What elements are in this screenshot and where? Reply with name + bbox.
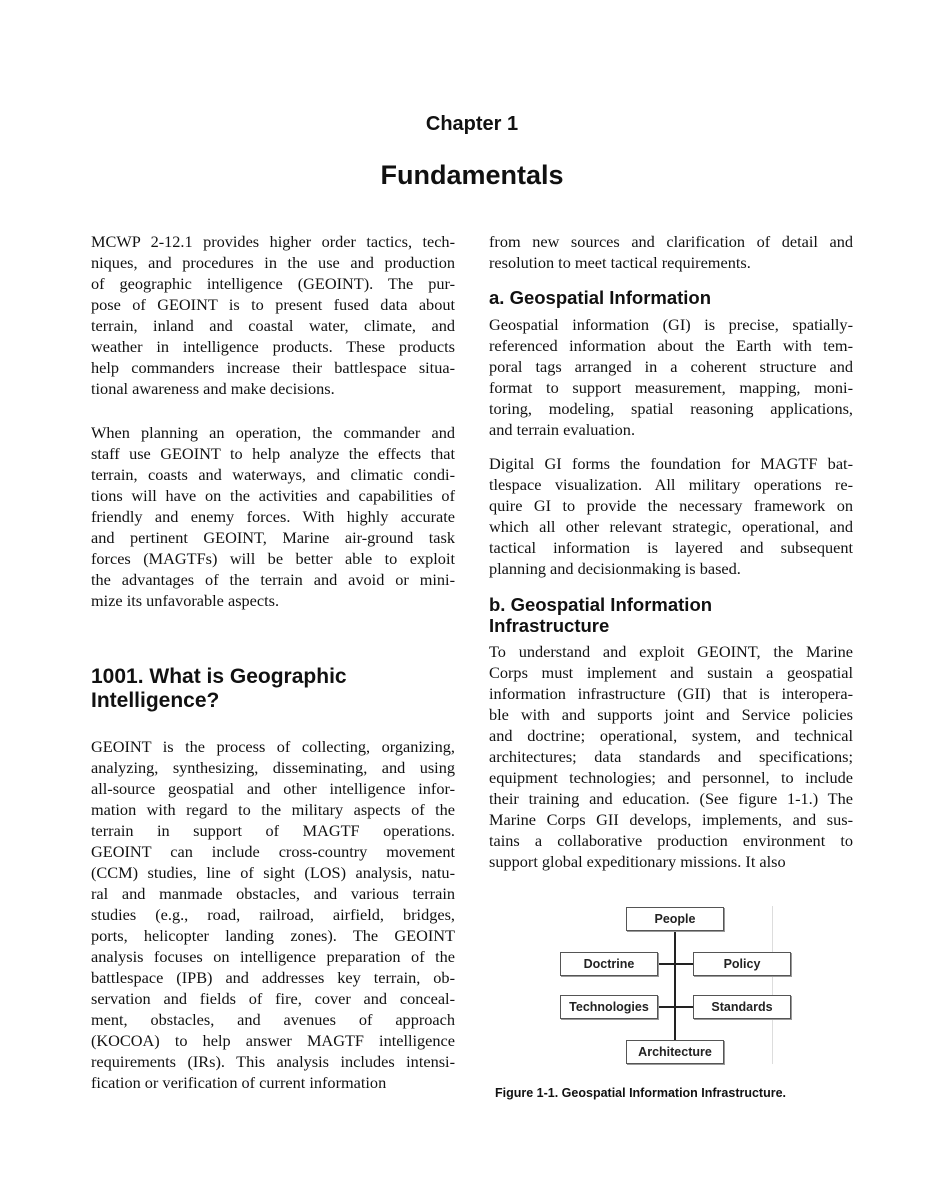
text-line: studies (e.g., road, railroad, airfield, bridges,: [91, 905, 455, 924]
text-line: tional awareness and make decisions.: [91, 379, 335, 398]
section-heading-1001: [91, 665, 347, 713]
paragraph: [489, 231, 853, 273]
text-line: mize its unfavorable aspects.: [91, 591, 280, 610]
text-line: When planning an operation, the commander and: [91, 423, 455, 442]
text-line: of geographic intelligence (GEOINT). The pur-: [91, 274, 455, 293]
text-line: equipment technologies; and personnel, to include: [489, 768, 853, 787]
text-line: poral tags arranged in a coherent structure and: [489, 357, 853, 376]
text-line: from new sources and clarification of detail and: [489, 232, 853, 251]
paragraph: [489, 641, 853, 872]
text-line: ral and manmade obstacles, and various terrain: [91, 884, 455, 903]
connector-line: [654, 1006, 694, 1008]
text-line: tains a collaborative production environment to: [489, 831, 853, 850]
box-architecture: Architecture: [626, 1040, 724, 1064]
text-line: Geospatial information (GI) is precise, spatially-: [489, 315, 853, 334]
text-line: forces (MAGTFs) will be better able to exploit: [91, 549, 455, 568]
text-line: which all other relevant strategic, operational, and: [489, 517, 853, 536]
paragraph: [489, 314, 853, 440]
connector-line: [674, 930, 676, 1042]
paragraph: [91, 422, 455, 611]
page-title: Fundamentals: [380, 160, 564, 190]
text-line: Marine Corps GII develops, implements, and sus-: [489, 810, 853, 829]
paragraph: [91, 736, 455, 1093]
text-line: tions will have on the activities and capabilities of: [91, 486, 455, 505]
box-doctrine: Doctrine: [560, 952, 658, 976]
text-line: fication or verification of current information: [91, 1073, 387, 1092]
text-line: tlespace visualization. All military operations re-: [489, 475, 853, 494]
text-line: terrain, inland and coastal water, climate, and: [91, 316, 455, 335]
text-line: (KOCOA) to help answer MAGTF intelligence: [91, 1031, 455, 1050]
paragraph: [489, 453, 853, 579]
chapter-label: Chapter 1: [425, 113, 519, 135]
text-line: (CCM) studies, line of sight (LOS) analysis, natu-: [91, 863, 455, 882]
heading-line: Infrastructure: [489, 615, 610, 636]
text-line: analyzing, synthesizing, disseminating, and using: [91, 758, 455, 777]
text-line: format to support measurement, mapping, moni-: [489, 378, 853, 397]
text-line: ment, obstacles, and avenues of approach: [91, 1010, 455, 1029]
box-people: People: [626, 907, 724, 931]
text-line: architectures; data standards and specifications;: [489, 747, 853, 766]
text-line: terrain, coasts and waterways, and climatic condi-: [91, 465, 455, 484]
heading-line: Intelligence?: [91, 689, 220, 712]
section-heading-b: [489, 594, 712, 636]
text-line: friendly and enemy forces. With highly accurate: [91, 507, 455, 526]
section-heading-a: a. Geospatial Information: [489, 287, 712, 308]
text-line: support global expeditionary missions. It also: [489, 852, 786, 871]
text-line: and pertinent GEOINT, Marine air-ground task: [91, 528, 455, 547]
text-line: MCWP 2-12.1 provides higher order tactics, tech-: [91, 232, 455, 251]
text-line: GEOINT is the process of collecting, organizing,: [91, 737, 455, 756]
text-line: the advantages of the terrain and avoid or mini-: [91, 570, 455, 589]
text-line: battlespace (IPB) and addresses key terrain, ob-: [91, 968, 455, 987]
text-line: niques, and procedures in the use and production: [91, 253, 455, 272]
heading-line: b. Geospatial Information: [489, 594, 713, 615]
box-policy: Policy: [693, 952, 791, 976]
text-line: ports, helicopter landing zones). The GEOINT: [91, 926, 455, 945]
text-line: weather in intelligence products. These products: [91, 337, 455, 356]
text-line: analysis focuses on intelligence preparation of the: [91, 947, 455, 966]
text-line: quire GI to provide the necessary framework on: [489, 496, 853, 515]
heading-line: 1001. What is Geographic: [91, 665, 347, 688]
text-line: tactical information is layered and subsequent: [489, 538, 853, 557]
text-line: and terrain evaluation.: [489, 420, 636, 439]
text-line: terrain in support of MAGTF operations.: [91, 821, 455, 840]
text-line: resolution to meet tactical requirements.: [489, 253, 751, 272]
text-line: ble with and supports joint and Service policies: [489, 705, 853, 724]
text-line: requirements (IRs). This analysis includes intensi-: [91, 1052, 455, 1071]
text-line: their training and education. (See figure 1-1.) The: [489, 789, 853, 808]
connector-line: [654, 963, 694, 965]
text-line: Corps must implement and sustain a geospatial: [489, 663, 853, 682]
text-line: help commanders increase their battlespace situa-: [91, 358, 455, 377]
text-line: servation and fields of fire, cover and conceal-: [91, 989, 455, 1008]
paragraph: [91, 231, 455, 399]
box-standards: Standards: [693, 995, 791, 1019]
text-line: GEOINT can include cross-country movement: [91, 842, 455, 861]
text-line: staff use GEOINT to help analyze the effects that: [91, 444, 455, 463]
box-technologies: Technologies: [560, 995, 658, 1019]
figure-caption: Figure 1-1. Geospatial Information Infrastructure.: [495, 1086, 787, 1100]
text-line: information infrastructure (GII) that is interopera-: [489, 684, 853, 703]
text-line: planning and decisionmaking is based.: [489, 559, 741, 578]
text-line: all-source geospatial and other intelligence infor-: [91, 779, 455, 798]
text-line: To understand and exploit GEOINT, the Marine: [489, 642, 853, 661]
text-line: mation with regard to the military aspects of the: [91, 800, 455, 819]
figure-border: [772, 906, 773, 1064]
text-line: Digital GI forms the foundation for MAGTF bat-: [489, 454, 853, 473]
text-line: toring, modeling, spatial reasoning applications,: [489, 399, 853, 418]
text-line: pose of GEOINT is to present fused data about: [91, 295, 455, 314]
gii-diagram: [558, 906, 790, 1064]
text-line: and doctrine; operational, system, and technical: [489, 726, 853, 745]
text-line: referenced information about the Earth with tem-: [489, 336, 853, 355]
